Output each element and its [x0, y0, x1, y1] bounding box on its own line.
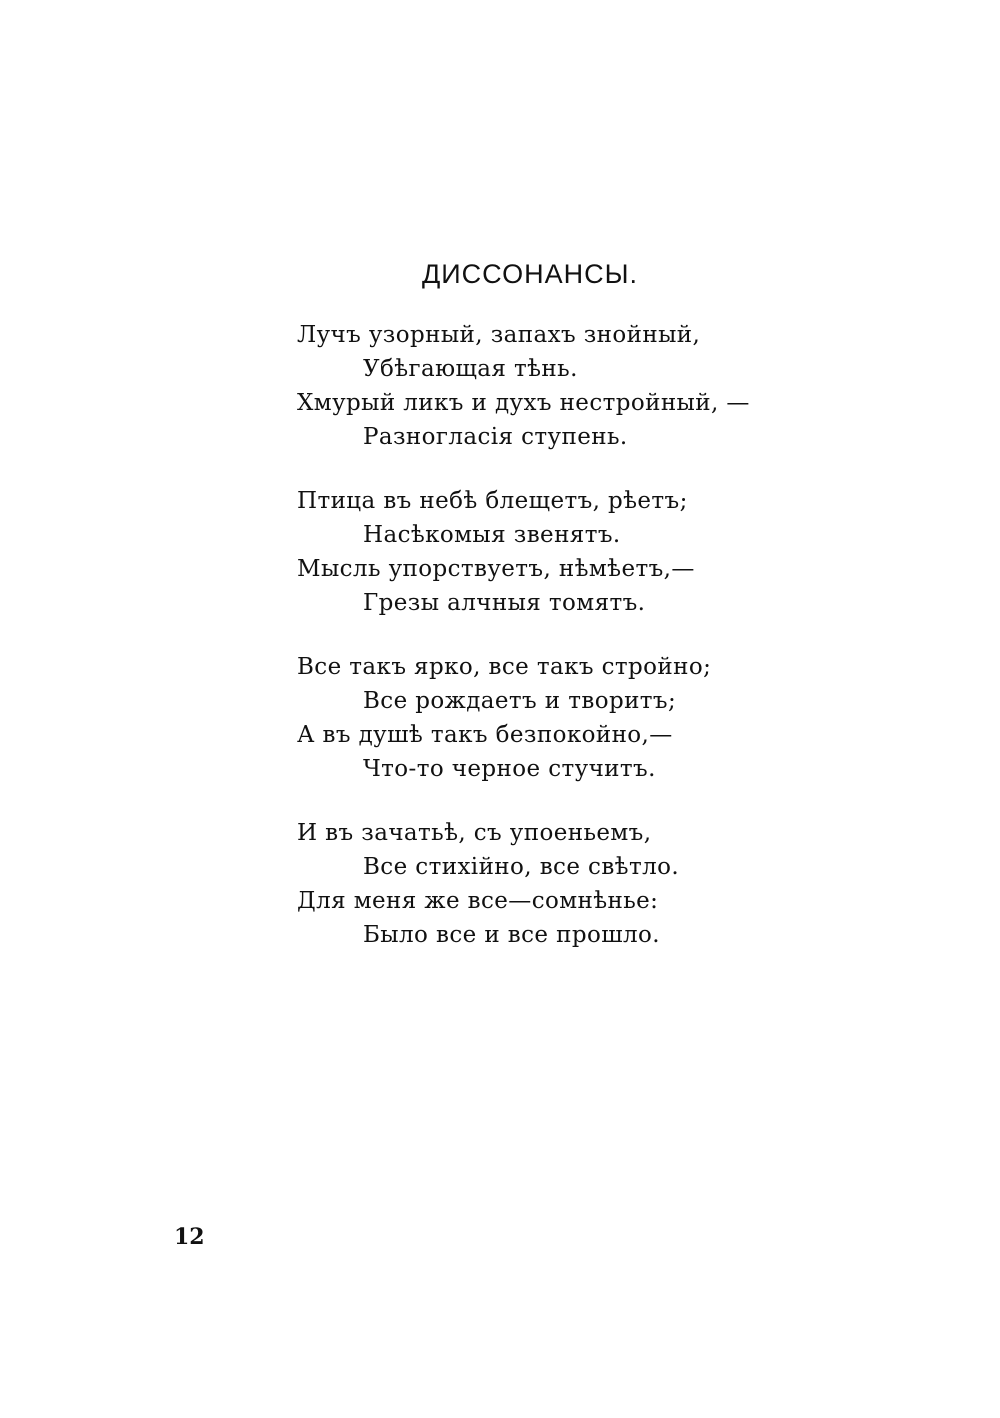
verse-line: Насѣкомыя звенятъ.: [363, 522, 621, 548]
poem-title: ДИССОНАНСЫ.: [421, 259, 638, 289]
stanza-2: [297, 484, 857, 620]
verse-line: Убѣгающая тѣнь.: [363, 356, 578, 382]
verse-line: Все такъ ярко, все такъ стройно;: [297, 654, 712, 680]
verse-line: Лучъ узорный, запахъ знойный,: [297, 322, 701, 348]
poem-body: [297, 318, 857, 982]
verse-line: Что-то черное стучитъ.: [363, 756, 656, 782]
verse-line: Хмурый ликъ и духъ нестройный, —: [297, 390, 750, 416]
verse-line: А въ душѣ такъ безпокойно,—: [297, 722, 673, 748]
stanza-4: [297, 816, 857, 952]
verse-line: Все рождаетъ и творитъ;: [363, 688, 677, 714]
verse-line: Птица въ небѣ блещетъ, рѣетъ;: [297, 488, 688, 514]
verse-line: Все стихійно, все свѣтло.: [363, 854, 680, 880]
stanza-3: [297, 650, 857, 786]
verse-line: Грезы алчныя томятъ.: [363, 590, 646, 616]
verse-line: Разногласія ступень.: [363, 424, 628, 450]
page-number: 12: [174, 1224, 205, 1250]
stanza-1: [297, 318, 857, 454]
verse-line: Мысль упорствуетъ, нѣмѣетъ,—: [297, 556, 695, 582]
verse-line: И въ зачатьѣ, съ упоеньемъ,: [297, 820, 652, 846]
verse-line: Было все и все прошло.: [363, 922, 660, 948]
verse-line: Для меня же все—сомнѣнье:: [297, 888, 659, 914]
